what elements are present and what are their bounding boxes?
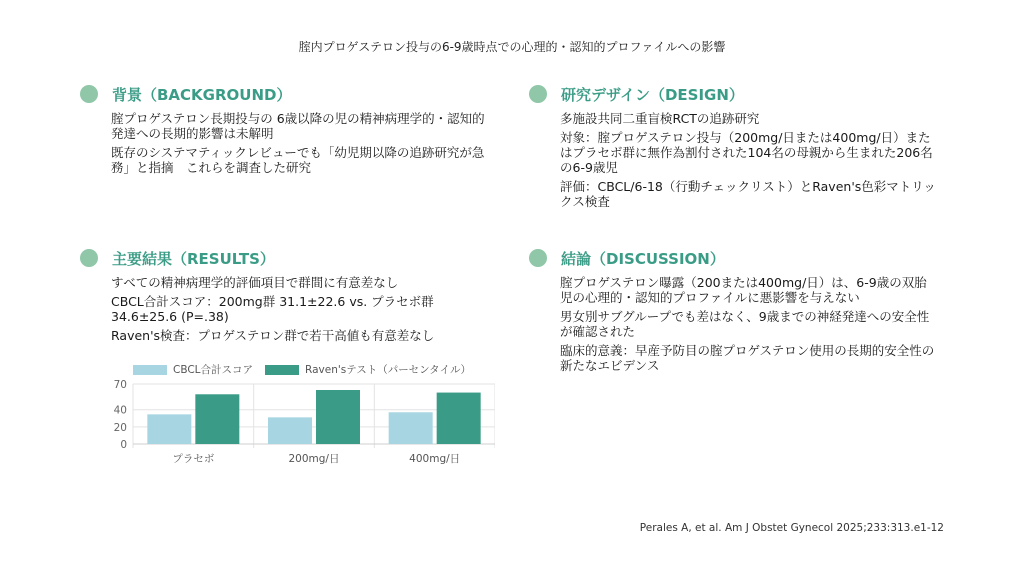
discussion-item: 腟プロゲステロン曝露（200または400mg/日）は、6-9歳の双胎児の心理的・認知的プロファイルに悪影響を与えない bbox=[560, 275, 927, 305]
section-title-background: 背景（BACKGROUND） bbox=[112, 85, 292, 104]
section-results bbox=[80, 246, 490, 347]
discussion-item: 男女別サブグループでも差はなく、9歳までの神経発達への安全性が確認された bbox=[560, 309, 930, 339]
bullet-dot-icon bbox=[529, 249, 547, 267]
y-tick-label: 40 bbox=[113, 404, 127, 417]
discussion-item: 臨床的意義：早産予防目の腟プロゲステロン使用の長期的安全性の新たなエビデンス bbox=[560, 343, 935, 373]
section-header bbox=[80, 246, 490, 270]
legend-label: CBCL合計スコア bbox=[173, 364, 254, 376]
results-bar-chart bbox=[105, 358, 495, 470]
bar-raven bbox=[437, 393, 481, 444]
background-items bbox=[111, 111, 490, 175]
design-item: 対象：腟プロゲステロン投与（200mg/日または400mg/日）またはプラセボ群に無作為割付された104名の母親から生まれた206名の6-9歳児 bbox=[560, 130, 933, 175]
legend-swatch bbox=[133, 365, 167, 375]
section-title-results: 主要結果（RESULTS） bbox=[112, 249, 275, 268]
section-header bbox=[529, 82, 939, 106]
design-item: 多施設共同二重盲検RCTの追跡研究 bbox=[560, 111, 760, 126]
y-tick-label: 0 bbox=[120, 439, 127, 451]
section-header bbox=[529, 246, 939, 270]
x-tick-label: 200mg/日 bbox=[288, 453, 340, 465]
results-item: CBCL合計スコア：200mg群 31.1±22.6 vs. プラセボ群 34.6±25.6 (P=.38) bbox=[111, 294, 434, 324]
bar-raven bbox=[195, 394, 239, 444]
citation: Perales A, et al. Am J Obstet Gynecol 2025;233:313.e1-12 bbox=[639, 522, 944, 534]
results-items bbox=[111, 275, 490, 343]
bullet-dot-icon bbox=[80, 249, 98, 267]
bar-cbcl bbox=[147, 414, 191, 444]
section-title-discussion: 結論（DISCUSSION） bbox=[561, 249, 725, 268]
background-item: 腟プロゲステロン長期投与の 6歳以降の児の精神病理学的・認知的発達への長期的影響は未解明 bbox=[111, 111, 485, 141]
background-item: 既存のシステマティックレビューでも「幼児期以降の追跡研究が急務」と指摘 これらを調査した研究 bbox=[111, 145, 485, 175]
section-header bbox=[80, 82, 490, 106]
x-tick-label: プラセボ bbox=[172, 453, 215, 465]
discussion-items bbox=[560, 275, 939, 373]
section-title-design: 研究デザイン（DESIGN） bbox=[561, 85, 744, 104]
section-design bbox=[529, 82, 939, 213]
y-tick-label: 70 bbox=[113, 379, 127, 391]
legend-item-raven bbox=[265, 362, 471, 377]
section-background bbox=[80, 82, 490, 179]
chart-legend bbox=[133, 362, 483, 377]
bullet-dot-icon bbox=[80, 85, 98, 103]
y-tick-label: 20 bbox=[113, 421, 127, 434]
x-tick-label: 400mg/日 bbox=[409, 453, 461, 465]
section-discussion bbox=[529, 246, 939, 377]
results-item: すべての精神病理学的評価項目で群間に有意差なし bbox=[111, 275, 399, 290]
results-item: Raven's検査：プロゲステロン群で若干高値も有意差なし bbox=[111, 328, 435, 343]
legend-swatch bbox=[265, 365, 299, 375]
legend-label: Raven'sテスト（パーセンタイル） bbox=[305, 364, 471, 376]
design-items bbox=[560, 111, 939, 209]
slide-title: 腟内プロゲステロン投与の6-9歳時点での心理的・認知的プロファイルへの影響 bbox=[298, 40, 726, 54]
bar-cbcl bbox=[268, 417, 312, 444]
bar-raven bbox=[316, 390, 360, 444]
legend-item-cbcl bbox=[133, 362, 253, 377]
design-item: 評価：CBCL/6-18（行動チェックリスト）とRaven's色彩マトリックス検査 bbox=[560, 179, 936, 209]
bullet-dot-icon bbox=[529, 85, 547, 103]
bar-cbcl bbox=[389, 412, 433, 444]
